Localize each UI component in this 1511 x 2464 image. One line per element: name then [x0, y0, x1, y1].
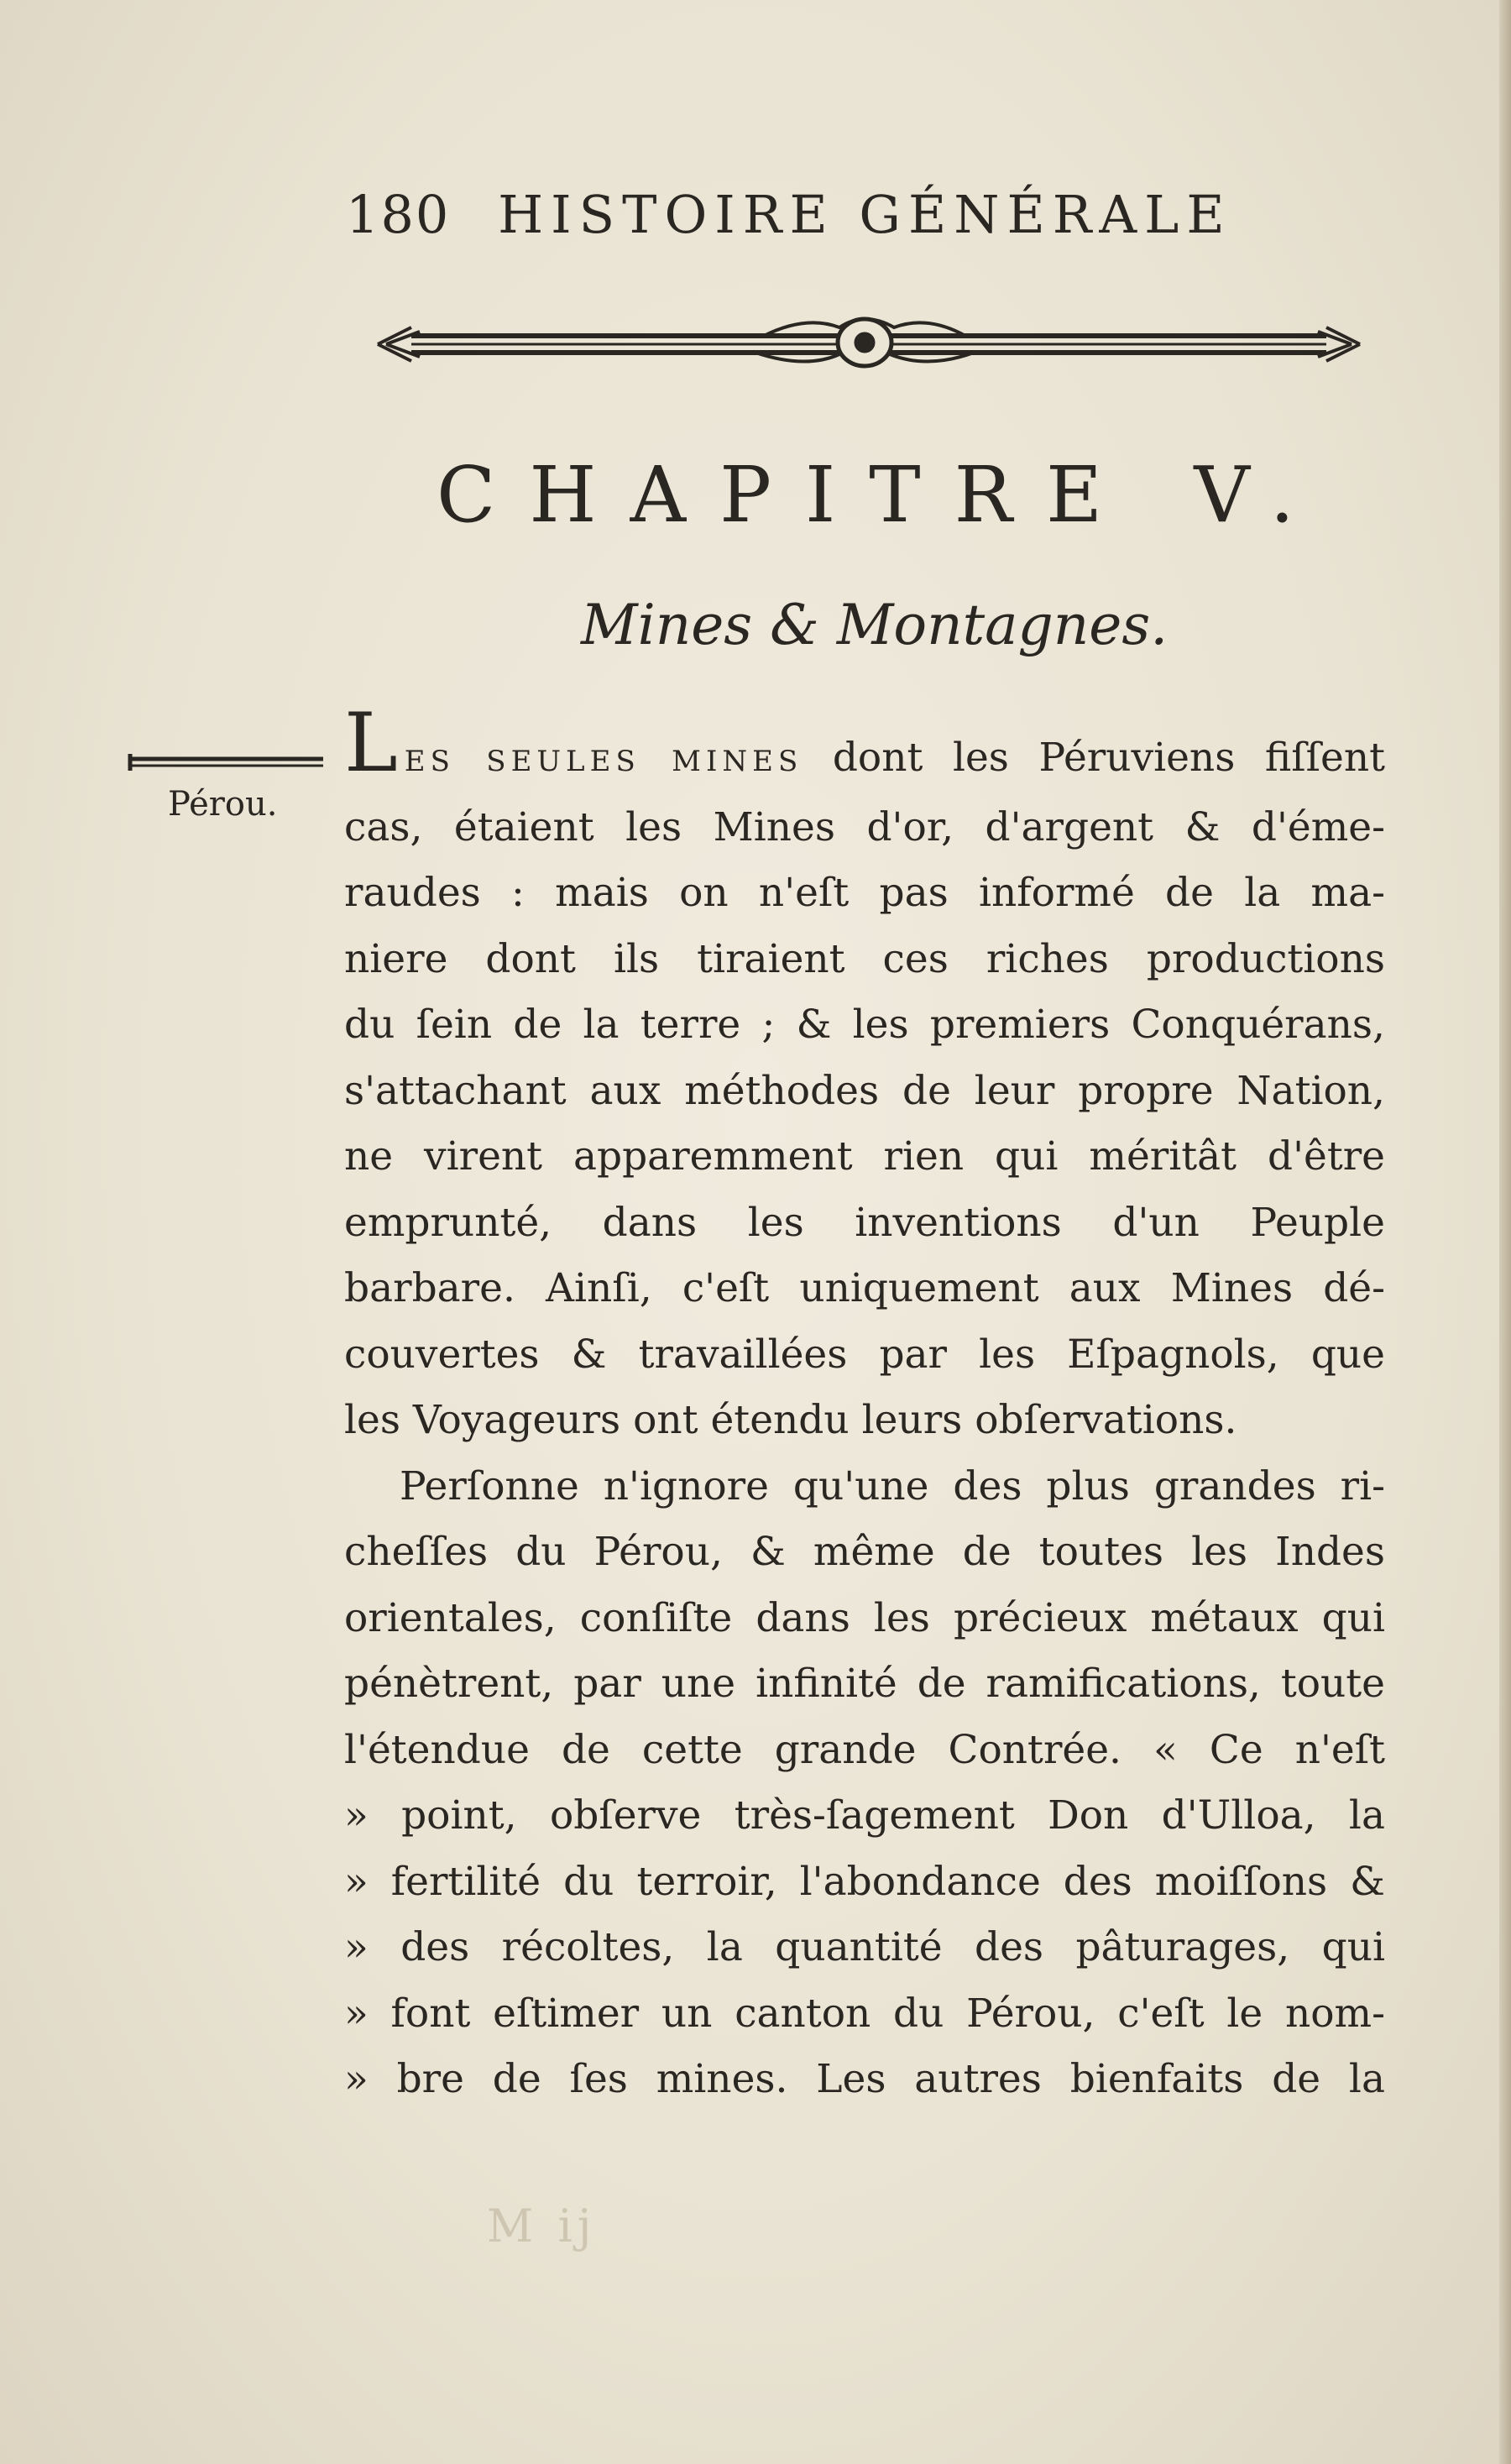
paragraph-1-first-line — [344, 696, 1385, 795]
text-line: niere dont ils tiraient ces riches productions — [344, 935, 1385, 982]
text-line: cheſſes du Pérou, & même de toutes les Indes — [344, 1529, 1385, 1575]
text-line: » font eſtimer un canton du Pérou, c'eſt le nom- — [344, 1990, 1385, 2037]
margin-note: Pérou. — [168, 785, 278, 824]
text-line: » bre de ſes mines. Les autres bienfaits de la — [344, 2056, 1385, 2102]
text-line: ne virent apparemment rien qui méritât d'être — [344, 1133, 1385, 1180]
text-line: Perſonne n'ignore qu'une des plus grandes ri- — [400, 1462, 1385, 1509]
headpiece-ornament — [361, 311, 1377, 378]
text-line: couvertes & travaillées par les Eſpagnols, que — [344, 1331, 1385, 1378]
running-title: HISTOIRE GÉNÉRALE — [498, 184, 1232, 245]
chapter-subtitle: Mines & Montagnes. — [581, 593, 1169, 657]
text-line: emprunté, dans les inventions d'un Peuple — [344, 1199, 1385, 1246]
text-line: raudes : mais on n'eſt pas informé de la ma- — [344, 870, 1385, 916]
text-line: » fertilité du terroir, l'abondance des moiſſons & — [344, 1858, 1385, 1905]
margin-rule-ornament — [126, 747, 327, 777]
text-line: orientales, conſiſte dans les précieux métaux qui — [344, 1594, 1385, 1641]
running-header — [346, 181, 1269, 248]
signature-mark: M ij — [487, 2200, 597, 2252]
body-text — [344, 696, 1385, 2113]
first-line-text: dont les Péruviens fiſſent — [803, 735, 1385, 781]
text-line: les Voyageurs ont étendu leurs obſervations. — [344, 1397, 1237, 1443]
page-edge — [1499, 0, 1511, 2464]
chapter-title: CHAPITRE V. — [437, 450, 1328, 540]
text-line: s'attachant aux méthodes de leur propre Nation, — [344, 1067, 1385, 1114]
small-caps-opening: ES SEULES MINES — [404, 745, 803, 778]
text-line: pénètrent, par une infinité de ramifications, toute — [344, 1661, 1385, 1707]
text-line: barbare. Ainſi, c'eſt uniquement aux Mines dé- — [344, 1265, 1385, 1311]
text-line: l'étendue de cette grande Contrée. « Ce n'eſt — [344, 1726, 1385, 1773]
text-line: » point, obſerve très-ſagement Don d'Ulloa, la — [344, 1792, 1385, 1839]
text-line: cas, étaient les Mines d'or, d'argent & d'éme- — [344, 803, 1385, 850]
page-number: 180 — [346, 184, 451, 245]
text-line: » des récoltes, la quantité des pâturages, qui — [344, 1924, 1385, 1970]
drop-cap: L — [344, 696, 398, 790]
text-line: du ſein de la terre ; & les premiers Conquérans, — [344, 1002, 1385, 1048]
